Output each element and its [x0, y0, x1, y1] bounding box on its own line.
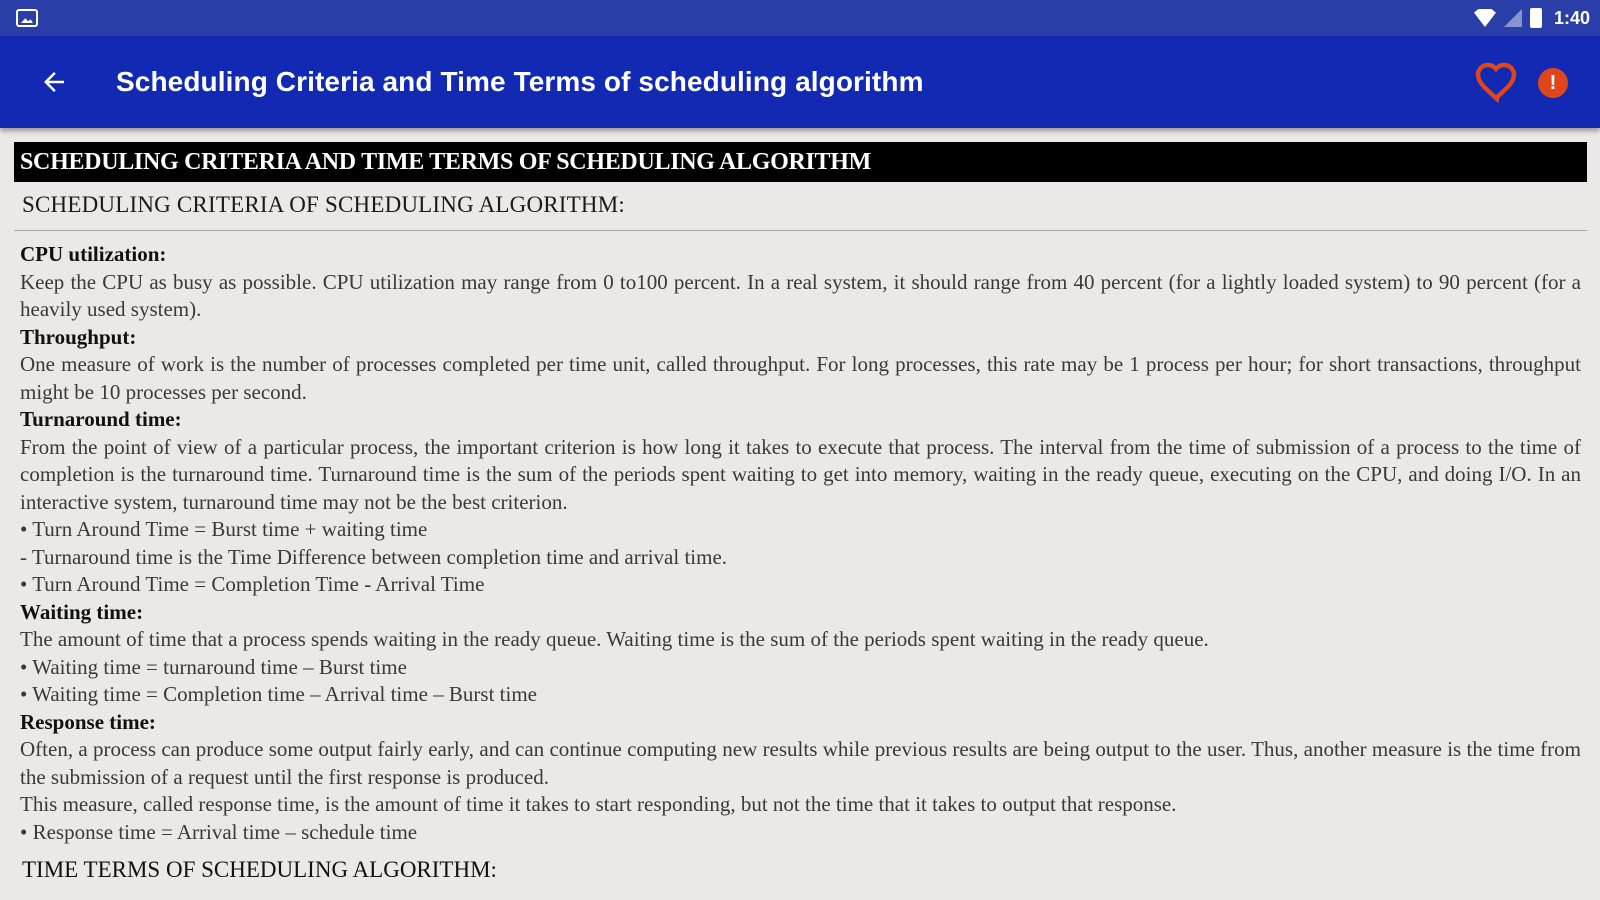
- signal-icon: [1504, 9, 1522, 27]
- section-paragraph: This measure, called response time, is the amount of time it takes to start responding, but not the time that it takes to output that response.: [20, 792, 1177, 816]
- formula-bullet: • Waiting time = Completion time – Arrival time – Burst time: [20, 682, 537, 706]
- wifi-icon: [1474, 9, 1496, 27]
- app-bar: [0, 36, 1600, 128]
- section-cpu-utilization: [20, 241, 1581, 324]
- formula-bullet: • Waiting time = turnaround time – Burst time: [20, 654, 407, 679]
- formula-bullet: • Turn Around Time = Burst time + waiting time: [20, 517, 428, 541]
- article-body: [14, 241, 1587, 846]
- heart-icon: [1472, 58, 1522, 106]
- section-paragraph: From the point of view of a particular process, the important criterion is how long it takes to execute that process. The interval from the time of submission of a process to the time of completion is the turnaround time. Turnaround time is the sum of the periods spent waiting to get into memory, waiting in the ready queue, executing on the CPU, and doing I/O. In an interactive system, turnaround time may not be the best criterion.: [20, 434, 1581, 514]
- formula-bullet: • Turn Around Time = Completion Time - Arrival Time: [20, 572, 485, 596]
- battery-icon: [1530, 8, 1542, 28]
- section-response-time: [20, 709, 1581, 847]
- info-icon: !: [1549, 71, 1557, 94]
- section-term: CPU utilization:: [20, 242, 167, 266]
- formula-bullet: - Turnaround time is the Time Difference between completion time and arrival time.: [20, 544, 728, 569]
- arrow-left-icon: [39, 67, 69, 97]
- favorite-button[interactable]: [1472, 58, 1522, 106]
- page-title: Scheduling Criteria and Time Terms of scheduling algorithm: [116, 66, 924, 97]
- section-paragraph: The amount of time that a process spends waiting in the ready queue. Waiting time is the sum of the periods spent waiting in the ready queue.: [20, 627, 1209, 651]
- section-paragraph: One measure of work is the number of processes completed per time unit, called throughput. For long processes, this rate may be 1 process per hour; for short transactions, throughput might be 10 processes per second.: [20, 352, 1581, 404]
- back-button[interactable]: [34, 62, 74, 102]
- section-waiting-time: [20, 599, 1581, 709]
- section-turnaround-time: [20, 406, 1581, 599]
- divider: [14, 230, 1587, 231]
- time-terms-heading: TIME TERMS OF SCHEDULING ALGORITHM:: [22, 857, 497, 882]
- section-term: Throughput:: [20, 324, 137, 349]
- gallery-notification-icon: [16, 9, 38, 27]
- section-term: Turnaround time:: [20, 407, 182, 431]
- status-icons: [1474, 0, 1590, 36]
- formula-bullet: • Response time = Arrival time – schedule time: [20, 819, 418, 844]
- section-term: Waiting time:: [20, 599, 144, 624]
- section-term: Response time:: [20, 709, 156, 734]
- section-paragraph: Keep the CPU as busy as possible. CPU utilization may range from 0 to100 percent. In a real system, it should range from 40 percent (for a lightly loaded system) to 90 percent (for a heavily used system).: [20, 269, 1581, 321]
- article-content: [0, 128, 1600, 900]
- main-heading: SCHEDULING CRITERIA AND TIME TERMS OF SCHEDULING ALGORITHM: [14, 142, 1587, 182]
- section-throughput: [20, 324, 1581, 407]
- info-button[interactable]: [1538, 68, 1568, 98]
- status-time: 1:40: [1553, 7, 1590, 28]
- sub-heading: SCHEDULING CRITERIA OF SCHEDULING ALGORITHM:: [22, 192, 625, 217]
- section-paragraph: Often, a process can produce some output fairly early, and can continue computing new results while previous results are being output to the user. Thus, another measure is the time from the submission of a request until the first response is produced.: [20, 737, 1581, 789]
- status-bar: [0, 0, 1600, 36]
